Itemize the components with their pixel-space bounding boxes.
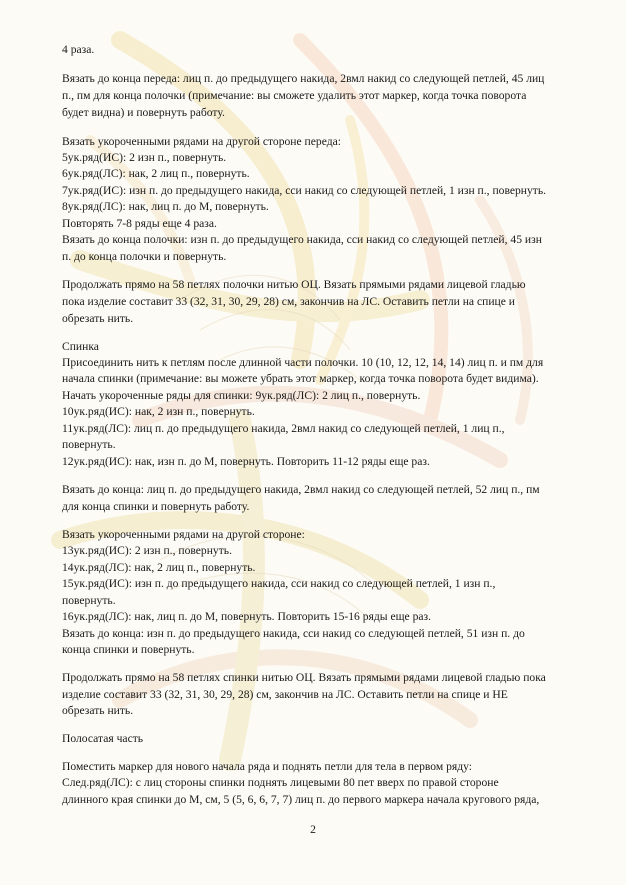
- text-line: 16ук.ряд(ЛС): нак, лиц п. до М, повернуть. Повторить 15-16 ряды еще раз.: [62, 610, 431, 623]
- text-line: изделие составит 33 (32, 31, 30, 29, 28) см, закончив на ЛС. Оставить петли на спице и НЕ: [62, 688, 508, 701]
- text-line: Повторять 7-8 ряды еще 4 раза.: [62, 217, 217, 230]
- text-line: обрезать нить.: [62, 704, 134, 717]
- text-line: Вязать до конца полочки: изн п. до предыдущего накида, сси накид со следующей петлей, 45 изн: [62, 233, 542, 246]
- text-line: пока изделие составит 33 (32, 31, 30, 29, 28) см, закончив на ЛС. Оставить петли на спице и: [62, 295, 515, 308]
- text-line: 13ук.ряд(ИС): 2 изн п., повернуть.: [62, 544, 232, 557]
- text-line: Вязать до конца переда: лиц п. до предыдущего накида, 2вмл накид со следующей петлей, 45 лиц: [62, 72, 545, 85]
- text-line: 8ук.ряд(ЛС): нак, лиц п. до М, повернуть.: [62, 200, 269, 213]
- text-line: длинного края спинки до М, см, 5 (5, 6, 6, 7, 7) лиц п. до первого маркера начала кругового ряда,: [62, 793, 540, 806]
- text-line: обрезать нить.: [62, 312, 134, 325]
- text-line: конца спинки и повернуть.: [62, 643, 195, 656]
- text-line: 14ук.ряд(ЛС): нак, 2 лиц п., повернуть.: [62, 561, 256, 574]
- text-line: повернуть.: [62, 438, 116, 451]
- text-line: для конца спинки и повернуть работу.: [62, 500, 250, 513]
- text-line: 11ук.ряд(ЛС): лиц п. до предыдущего накида, 2вмл накид со следующей петлей, 1 лиц п.,: [62, 422, 505, 435]
- text-line: п., пм для конца полочки (примечание: вы сможете удалить этот маркер, когда точка поворота: [62, 89, 527, 102]
- text-line: 15ук.ряд(ИС): изн п. до предыдущего накида, сси накид со следующей петлей, 1 изн п.,: [62, 577, 496, 590]
- text-line: 6ук.ряд(ЛС): нак, 2 лиц п., повернуть.: [62, 167, 250, 180]
- text-line: 7ук.ряд(ИС): изн п. до предыдущего накида, сси накид со следующей петлей, 1 изн п., повернуть.: [62, 184, 547, 197]
- text-line: 10ук.ряд(ИС): нак, 2 изн п., повернуть.: [62, 405, 255, 418]
- text-line: 12ук.ряд(ИС): нак, изн п. до М, повернуть. Повторить 11-12 ряды еще раз.: [62, 455, 430, 468]
- text-line: 4 раза.: [62, 43, 95, 56]
- page-number: 2: [310, 823, 316, 836]
- section-heading: Полосатая часть: [62, 732, 144, 745]
- text-line: 5ук.ряд(ИС): 2 изн п., повернуть.: [62, 151, 227, 164]
- text-line: Вязать укороченными рядами на другой стороне переда:: [62, 135, 341, 148]
- text-line: Присоединить нить к петлям после длинной части полочки. 10 (10, 12, 12, 14, 14) лиц п. и пм для: [62, 356, 544, 369]
- text-line: Продолжать прямо на 58 петлях полочки нитью ОЦ. Вязать прямыми рядами лицевой гладью: [62, 278, 526, 291]
- text-line: будет видна) и повернуть работу.: [62, 106, 225, 119]
- text-line: Вязать до конца: лиц п. до предыдущего накида, 2вмл накид со следующей петлей, 52 лиц п., пм: [62, 483, 540, 496]
- text-line: Продолжать прямо на 58 петлях спинки нитью ОЦ. Вязать прямыми рядами лицевой гладью пока: [62, 671, 546, 684]
- text-line: начала спинки (примечание: вы можете убрать этот маркер, когда точка поворота будет видима).: [62, 372, 539, 385]
- text-line: Начать укороченные ряды для спинки: 9ук.ряд(ЛС): 2 лиц п., повернуть.: [62, 389, 421, 402]
- text-line: Поместить маркер для нового начала ряда и поднять петли для тела в первом ряду:: [62, 760, 472, 773]
- text-line: След.ряд(ЛС): с лиц стороны спинки поднять лицевыми 80 пет вверх по правой стороне: [62, 776, 499, 789]
- text-line: п. до конца полочки и повернуть.: [62, 250, 227, 263]
- text-line: Вязать до конца: изн п. до предыдущего накида, сси накид со следующей петлей, 51 изн п. до: [62, 627, 525, 640]
- text-line: повернуть.: [62, 594, 116, 607]
- text-line: Вязать укороченными рядами на другой стороне:: [62, 528, 305, 541]
- section-heading: Спинка: [62, 340, 99, 353]
